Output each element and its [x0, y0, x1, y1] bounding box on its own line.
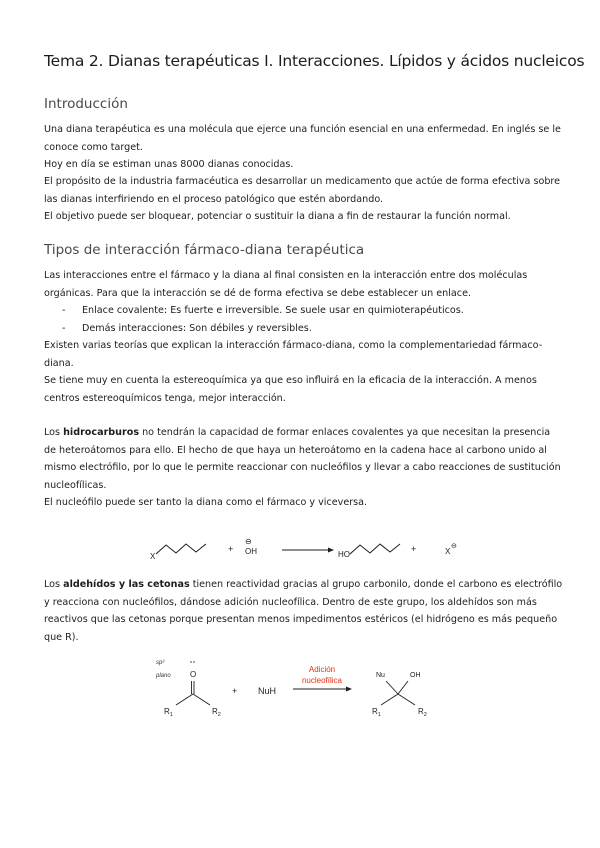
plus-sign: +	[232, 686, 238, 696]
list-item: - Enlace covalente: Es fuerte e irreversible. Se suele usar en quimioterapéuticos.	[62, 302, 464, 320]
lone-pair-dot	[190, 661, 191, 662]
alkyl-chain-reactant	[156, 544, 206, 554]
carbonyl-r2-bond	[193, 694, 210, 705]
tipos-paragraph-3: Se tiene muy en cuenta la estereoquímica ya que eso influirá en la eficacia de la interacción. A menos centros estereoquímicos tenga, mejor interacción.	[44, 375, 537, 404]
substitution-scheme	[140, 528, 470, 568]
product-r1-bond	[381, 694, 398, 705]
reaction-arrow-head	[328, 548, 334, 553]
nucleophilic-addition-scheme	[150, 652, 440, 724]
product-r2-bond	[398, 694, 415, 705]
alkyl-chain-product	[350, 544, 400, 554]
aldehidos-bold: aldehídos y las cetonas	[63, 579, 190, 590]
arrow-label-nucleofilica: nucleofílica	[301, 676, 343, 685]
tipos-paragraph-2: Existen varias teorías que explican la interacción fármaco-diana, como la complementariedad fármaco-diana.	[44, 340, 543, 369]
addition-arrow-head	[346, 687, 352, 692]
intro-line-1: Una diana terapéutica es una molécula que ejerce una función esencial en una enfermedad. En inglés se le conoce como target.	[44, 124, 561, 153]
hidrocarburos-bold: hidrocarburos	[63, 427, 140, 438]
product-nu-label: Nu	[376, 672, 385, 679]
carbonyl-r1-bond	[176, 694, 193, 705]
product-r1-substituent: $R_1$	[372, 707, 381, 718]
list-item: - Demás interacciones: Son débiles y reversibles.	[62, 320, 464, 338]
hydroxide-label: OH	[245, 547, 257, 556]
negative-charge: ⊖	[245, 537, 252, 546]
carbonyl-oxygen-label: O	[190, 670, 197, 679]
alcohol-ho-label: HO	[338, 550, 350, 559]
intro-line-2: Hoy en día se estiman unas 8000 dianas conocidas.	[44, 159, 294, 170]
r1-substituent: $R_1$	[164, 707, 173, 718]
r2-substituent: $R_2$	[212, 707, 221, 718]
page-title: Tema 2. Dianas terapéuticas I. Interacciones. Lípidos y ácidos nucleicos	[44, 52, 585, 70]
product-nu-bond	[386, 681, 398, 694]
intro-line-4: El objetivo puede ser bloquear, potenciar o sustituir la diana a fin de restaurar la función normal.	[44, 211, 511, 222]
arrow-label-adicion: Adición	[308, 665, 336, 674]
lone-pair-dot	[193, 661, 194, 662]
nucleofilo-line: El nucleófilo puede ser tanto la diana como el fármaco y viceversa.	[44, 497, 368, 508]
plus-sign: +	[228, 544, 234, 554]
product-r2-substituent: $R_2$	[418, 707, 427, 718]
aldehidos-paragraph: Los aldehídos y las cetonas tienen reactividad gracias al grupo carbonilo, donde el carbono es electrófilo y reacciona con nucleófilos, dándose adición nucleofílica. Dentro de este grupo, los aldehídos son más reactivos que las cetonas porque presentan menos impedimentos estéricos (el hidrógeno es más pequeño que R).	[44, 579, 563, 643]
plus-sign: +	[411, 544, 417, 554]
nucleophile-nuh: NuH	[258, 686, 277, 696]
intro-line-3: El propósito de la industria farmacéutica es desarrollar un medicamento que actúe de forma efectiva sobre las dianas interfiriendo en el proceso patológico que estén abordando.	[44, 176, 561, 205]
leaving-group-x-label: X	[150, 552, 156, 561]
hidrocarburos-paragraph: Los hidrocarburos no tendrán la capacidad de formar enlaces covalentes ya que necesitan la presencia de heteroátomos para ello. El hecho de que haya un heteroátomo en la cadena hace al carbono unido al mismo electrófilo, por lo que le permite reaccionar con nucleófilos y llevar a cabo reacciones de sustitución nucleofílicas.	[44, 427, 561, 491]
halide-charge: ⊖	[451, 543, 457, 550]
halide-anion-label: X	[445, 547, 451, 556]
interaction-bullet-list	[62, 302, 464, 337]
product-oh-label: OH	[410, 672, 421, 679]
intro-heading: Introducción	[44, 96, 128, 112]
tipos-paragraph-1: Las interacciones entre el fármaco y la diana al final consisten en la interacción entre dos moléculas orgánicas. Para que la interacción se dé de forma efectiva se debe establecer un enlace.	[44, 270, 528, 299]
tipos-heading: Tipos de interacción fármaco-diana terapéutica	[44, 242, 365, 258]
handwritten-sp2-note: sp²	[156, 660, 165, 666]
handwritten-plano-note: plano	[156, 673, 171, 679]
product-oh-bond	[398, 681, 408, 694]
